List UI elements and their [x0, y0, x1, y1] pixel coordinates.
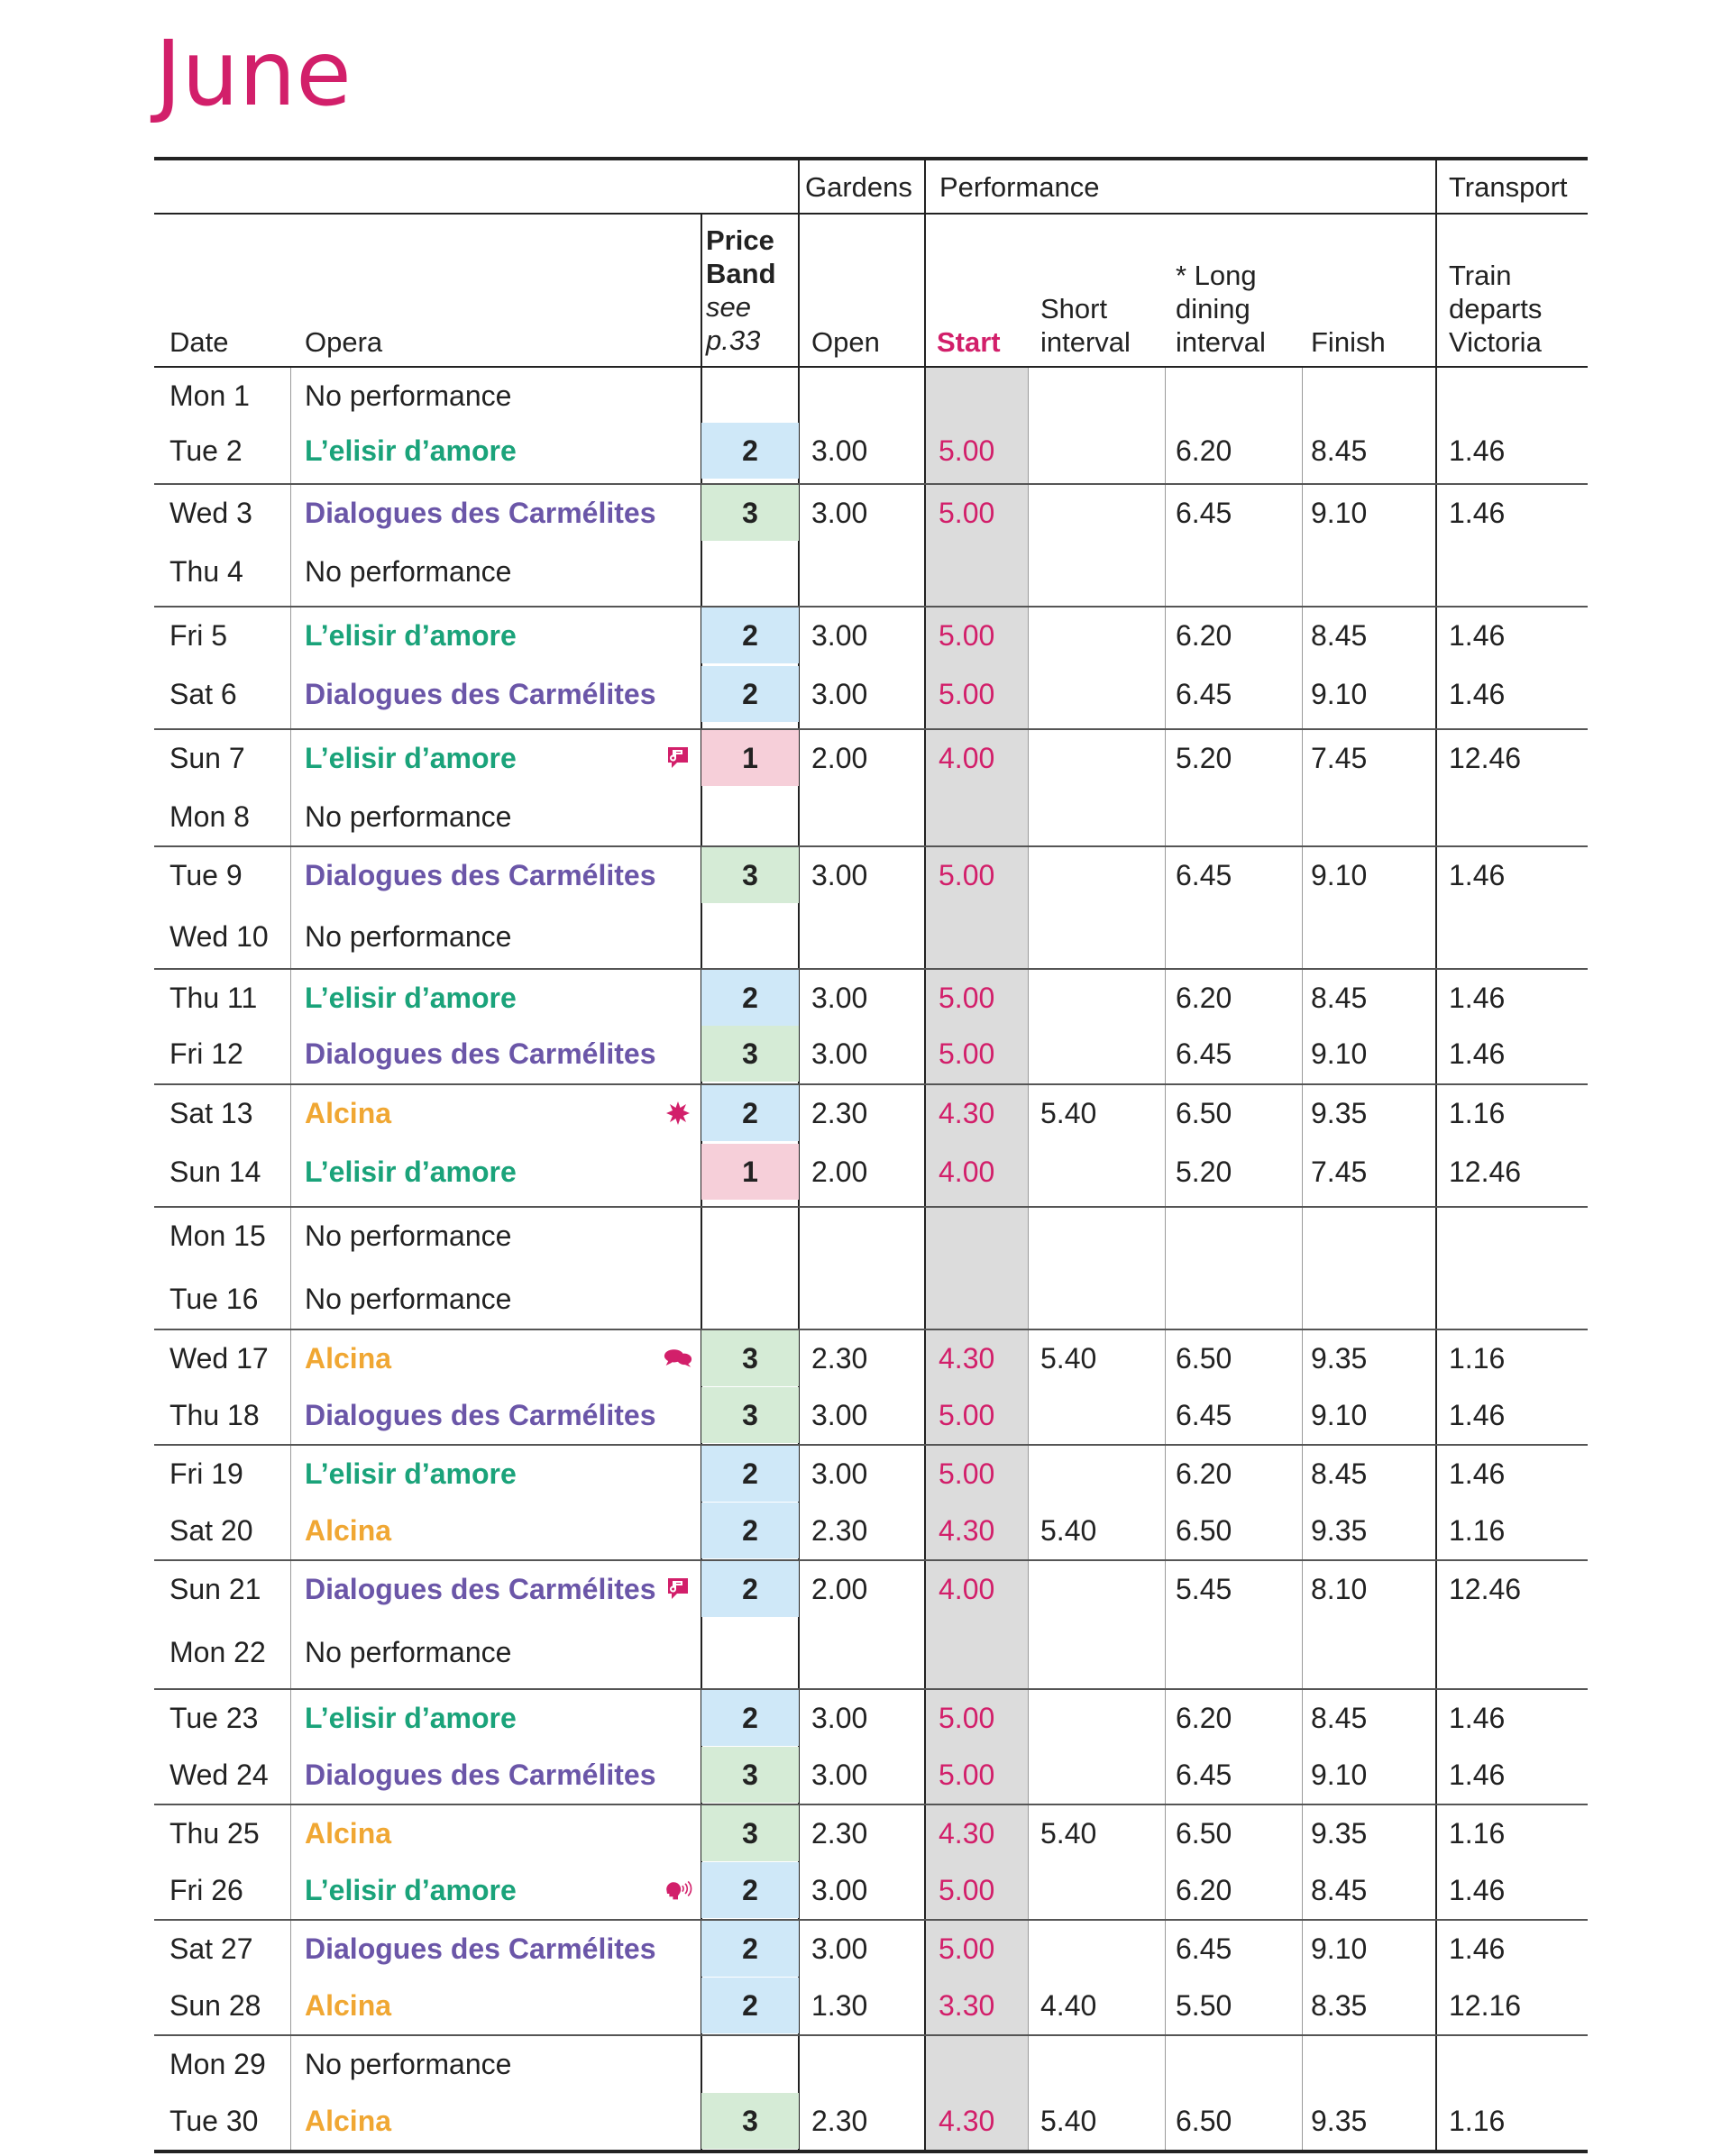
row-group: [154, 368, 1588, 485]
date-cell: Wed 17: [169, 1341, 269, 1375]
long-interval-cell: 6.50: [1176, 1816, 1232, 1850]
long-interval-cell: 5.45: [1176, 1572, 1232, 1605]
gardens-open-cell: 2.00: [811, 1155, 868, 1188]
short-interval-cell: 5.40: [1040, 1513, 1097, 1547]
finish-cell: 7.45: [1311, 1155, 1368, 1188]
date-cell: Mon 8: [169, 799, 250, 833]
train-cell: 12.46: [1449, 741, 1522, 774]
date-cell: Tue 16: [169, 1282, 259, 1315]
short-interval-cell: 5.40: [1040, 2104, 1097, 2137]
train-cell: 1.46: [1449, 618, 1506, 652]
opera-cell: L’elisir d’amore: [305, 981, 517, 1014]
date-cell: Sat 20: [169, 1513, 253, 1547]
opera-cell: Dialogues des Carmélites: [305, 1398, 656, 1431]
table-row: [154, 1624, 1588, 1680]
finish-cell: 9.35: [1311, 1341, 1368, 1375]
header-long-interval: * Long dining interval: [1176, 260, 1266, 358]
opera-cell: Alcina: [305, 1988, 392, 2022]
price-band-cell: 2: [701, 666, 799, 722]
long-interval-cell: 6.50: [1176, 1513, 1232, 1547]
finish-cell: 9.35: [1311, 1513, 1368, 1547]
date-cell: Thu 18: [169, 1398, 260, 1431]
train-cell: 1.46: [1449, 1701, 1506, 1734]
schedule-body: [154, 368, 1588, 2150]
short-interval-cell: 5.40: [1040, 1341, 1097, 1375]
price-band-cell: 2: [701, 1446, 799, 1502]
date-cell: Sat 13: [169, 1096, 253, 1129]
long-interval-cell: 6.20: [1176, 981, 1232, 1014]
date-cell: Fri 26: [169, 1873, 243, 1906]
opera-cell: L’elisir d’amore: [305, 434, 517, 467]
long-interval-cell: 6.45: [1176, 858, 1232, 891]
gardens-open-cell: 2.30: [811, 1341, 868, 1375]
row-group: [154, 970, 1588, 1085]
opera-cell: No performance: [305, 919, 512, 953]
start-time-cell: 4.30: [939, 1816, 995, 1850]
table-row: [154, 1208, 1588, 1264]
table-row: [154, 1561, 1588, 1617]
opera-cell: L’elisir d’amore: [305, 1155, 517, 1188]
long-interval-cell: 5.20: [1176, 741, 1232, 774]
train-cell: 1.46: [1449, 1457, 1506, 1490]
start-time-cell: 5.00: [939, 1758, 995, 1791]
price-band-cell: 2: [701, 1978, 799, 2033]
finish-cell: 9.10: [1311, 1932, 1368, 1965]
start-time-cell: 4.00: [939, 1572, 995, 1605]
talk-speech-bubbles-icon: [664, 1330, 692, 1386]
opera-cell: Dialogues des Carmélites: [305, 1037, 656, 1070]
opera-cell: No performance: [305, 554, 512, 588]
table-row: [154, 2093, 1588, 2149]
finish-cell: 8.45: [1311, 1701, 1368, 1734]
train-cell: 1.16: [1449, 1096, 1506, 1129]
row-group: [154, 847, 1588, 970]
gardens-open-cell: 1.30: [811, 1988, 868, 2022]
date-cell: Tue 9: [169, 858, 243, 891]
opera-cell: Alcina: [305, 1816, 392, 1850]
date-cell: Wed 3: [169, 496, 252, 529]
date-cell: Thu 11: [169, 981, 258, 1014]
gardens-open-cell: 2.00: [811, 1572, 868, 1605]
start-time-cell: 5.00: [939, 1873, 995, 1906]
table-row: [154, 2036, 1588, 2092]
premiere-burst-icon: [664, 1085, 692, 1141]
short-interval-cell: 4.40: [1040, 1988, 1097, 2022]
finish-cell: 8.45: [1311, 434, 1368, 467]
opera-cell: No performance: [305, 1219, 512, 1252]
gardens-open-cell: 2.30: [811, 2104, 868, 2137]
gardens-open-cell: 3.00: [811, 434, 868, 467]
long-interval-cell: 5.20: [1176, 1155, 1232, 1188]
start-time-cell: 5.00: [939, 496, 995, 529]
start-time-cell: 5.00: [939, 981, 995, 1014]
opera-cell: Alcina: [305, 1341, 392, 1375]
price-band-cell: 3: [701, 1747, 799, 1803]
finish-cell: 9.10: [1311, 496, 1368, 529]
price-band-cell: 2: [701, 1503, 799, 1558]
header-open: Open: [811, 326, 880, 358]
table-row: [154, 1921, 1588, 1977]
row-group: [154, 1921, 1588, 2036]
price-band-cell: 1: [701, 730, 799, 786]
row-group: [154, 608, 1588, 730]
finish-cell: 9.10: [1311, 858, 1368, 891]
gardens-open-cell: 3.00: [811, 1701, 868, 1734]
long-interval-cell: 6.45: [1176, 677, 1232, 710]
table-row: [154, 1690, 1588, 1746]
header-group-row: [154, 160, 1588, 215]
start-time-cell: 4.00: [939, 741, 995, 774]
table-row: [154, 608, 1588, 663]
gardens-open-cell: 3.00: [811, 496, 868, 529]
date-cell: Sun 7: [169, 741, 245, 774]
price-band-cell: 2: [701, 970, 799, 1026]
opera-cell: Alcina: [305, 1513, 392, 1547]
train-cell: 1.46: [1449, 677, 1506, 710]
row-group: [154, 1208, 1588, 1330]
opera-cell: Dialogues des Carmélites: [305, 1758, 656, 1791]
train-cell: 1.46: [1449, 1398, 1506, 1431]
table-row: [154, 1026, 1588, 1082]
finish-cell: 9.35: [1311, 1096, 1368, 1129]
gardens-open-cell: 3.00: [811, 858, 868, 891]
long-interval-cell: 6.45: [1176, 496, 1232, 529]
row-group: [154, 2036, 1588, 2150]
price-band-cell: 3: [701, 1805, 799, 1861]
opera-cell: Alcina: [305, 2104, 392, 2137]
header-finish: Finish: [1311, 326, 1386, 358]
opera-cell: L’elisir d’amore: [305, 1457, 517, 1490]
opera-cell: Alcina: [305, 1096, 392, 1129]
gardens-open-cell: 2.30: [811, 1513, 868, 1547]
finish-cell: 9.10: [1311, 1398, 1368, 1431]
family-performance-icon: [664, 1561, 692, 1617]
train-cell: 12.16: [1449, 1988, 1522, 2022]
price-band-cell: 3: [701, 485, 799, 541]
long-interval-cell: 6.50: [1176, 1341, 1232, 1375]
price-band-cell: 1: [701, 1144, 799, 1200]
table-row: [154, 368, 1588, 424]
gardens-open-cell: 2.30: [811, 1816, 868, 1850]
row-group: [154, 1446, 1588, 1561]
price-band-cell: 2: [701, 423, 799, 479]
table-row: [154, 789, 1588, 845]
finish-cell: 9.10: [1311, 677, 1368, 710]
finish-cell: 8.45: [1311, 1873, 1368, 1906]
gardens-open-cell: 2.00: [811, 741, 868, 774]
date-cell: Sat 6: [169, 677, 237, 710]
date-cell: Fri 5: [169, 618, 227, 652]
date-cell: Sun 14: [169, 1155, 261, 1188]
finish-cell: 9.10: [1311, 1758, 1368, 1791]
train-cell: 1.16: [1449, 1816, 1506, 1850]
train-cell: 1.16: [1449, 2104, 1506, 2137]
table-row: [154, 423, 1588, 479]
start-time-cell: 5.00: [939, 1701, 995, 1734]
date-cell: Fri 19: [169, 1457, 243, 1490]
price-band-cell: 3: [701, 2093, 799, 2149]
table-row: [154, 1271, 1588, 1327]
date-cell: Mon 29: [169, 2047, 266, 2080]
long-interval-cell: 6.20: [1176, 1457, 1232, 1490]
opera-cell: Dialogues des Carmélites: [305, 1572, 656, 1605]
long-interval-cell: 6.20: [1176, 1701, 1232, 1734]
price-band-cell: 3: [701, 1026, 799, 1082]
opera-cell: Dialogues des Carmélites: [305, 496, 656, 529]
row-group: [154, 1690, 1588, 1805]
start-time-cell: 3.30: [939, 1988, 995, 2022]
gardens-open-cell: 3.00: [811, 1873, 868, 1906]
price-band-cell: 3: [701, 847, 799, 903]
long-interval-cell: 6.45: [1176, 1758, 1232, 1791]
price-band-cell: 3: [701, 1387, 799, 1443]
audio-described-icon: [664, 1862, 692, 1918]
finish-cell: 8.45: [1311, 618, 1368, 652]
long-interval-cell: 6.20: [1176, 1873, 1232, 1906]
long-interval-cell: 6.45: [1176, 1037, 1232, 1070]
opera-cell: No performance: [305, 379, 512, 412]
long-interval-cell: 6.45: [1176, 1398, 1232, 1431]
start-time-cell: 4.00: [939, 1155, 995, 1188]
finish-cell: 9.35: [1311, 1816, 1368, 1850]
date-cell: Thu 4: [169, 554, 243, 588]
start-time-cell: 5.00: [939, 434, 995, 467]
header-date: Date: [169, 326, 229, 358]
gardens-open-cell: 3.00: [811, 1932, 868, 1965]
date-cell: Thu 25: [169, 1816, 260, 1850]
start-time-cell: 4.30: [939, 1513, 995, 1547]
header-price-band: Price Band: [706, 224, 776, 289]
row-group: [154, 1805, 1588, 1921]
date-cell: Mon 22: [169, 1635, 266, 1668]
table-row: [154, 1144, 1588, 1200]
opera-cell: No performance: [305, 799, 512, 833]
date-cell: Wed 10: [169, 919, 269, 953]
train-cell: 1.46: [1449, 858, 1506, 891]
family-performance-icon: [664, 730, 692, 786]
header-short-interval: Short interval: [1040, 293, 1131, 358]
table-row: [154, 544, 1588, 599]
opera-cell: No performance: [305, 1282, 512, 1315]
table-row: [154, 1805, 1588, 1861]
header-opera: Opera: [305, 326, 383, 358]
train-cell: 1.16: [1449, 1513, 1506, 1547]
price-band-cell: 2: [701, 1561, 799, 1617]
opera-cell: L’elisir d’amore: [305, 741, 517, 774]
price-band-cell: 3: [701, 1330, 799, 1386]
table-row: [154, 1330, 1588, 1386]
gardens-open-cell: 3.00: [811, 1398, 868, 1431]
start-time-cell: 5.00: [939, 1457, 995, 1490]
opera-cell: No performance: [305, 1635, 512, 1668]
start-time-cell: 5.00: [939, 1932, 995, 1965]
start-time-cell: 4.30: [939, 1096, 995, 1129]
long-interval-cell: 6.50: [1176, 1096, 1232, 1129]
start-time-cell: 4.30: [939, 2104, 995, 2137]
date-cell: Mon 15: [169, 1219, 266, 1252]
long-interval-cell: 6.45: [1176, 1932, 1232, 1965]
table-row: [154, 730, 1588, 786]
finish-cell: 9.35: [1311, 2104, 1368, 2137]
header-column-row: [154, 215, 1588, 368]
row-group: [154, 1330, 1588, 1446]
gardens-open-cell: 3.00: [811, 1758, 868, 1791]
gardens-open-cell: 3.00: [811, 618, 868, 652]
train-cell: 1.46: [1449, 1932, 1506, 1965]
finish-cell: 8.10: [1311, 1572, 1368, 1605]
opera-cell: No performance: [305, 2047, 512, 2080]
train-cell: 1.16: [1449, 1341, 1506, 1375]
schedule-table: [154, 157, 1588, 2153]
table-row: [154, 1085, 1588, 1141]
table-row: [154, 666, 1588, 722]
gardens-open-cell: 2.30: [811, 1096, 868, 1129]
date-cell: Mon 1: [169, 379, 250, 412]
table-row: [154, 1978, 1588, 2033]
short-interval-cell: 5.40: [1040, 1816, 1097, 1850]
table-row: [154, 1446, 1588, 1502]
page-title: June: [155, 21, 352, 126]
table-row: [154, 909, 1588, 964]
gardens-open-cell: 3.00: [811, 1457, 868, 1490]
finish-cell: 9.10: [1311, 1037, 1368, 1070]
gardens-open-cell: 3.00: [811, 981, 868, 1014]
opera-cell: L’elisir d’amore: [305, 1701, 517, 1734]
date-cell: Sun 28: [169, 1988, 261, 2022]
table-row: [154, 970, 1588, 1026]
start-time-cell: 5.00: [939, 858, 995, 891]
start-time-cell: 5.00: [939, 1398, 995, 1431]
start-time-cell: 5.00: [939, 1037, 995, 1070]
train-cell: 1.46: [1449, 1873, 1506, 1906]
price-band-cell: 2: [701, 1862, 799, 1918]
opera-cell: Dialogues des Carmélites: [305, 1932, 656, 1965]
opera-cell: Dialogues des Carmélites: [305, 858, 656, 891]
train-cell: 1.46: [1449, 496, 1506, 529]
start-time-cell: 5.00: [939, 677, 995, 710]
price-band-cell: 2: [701, 1690, 799, 1746]
header-train: Train departs Victoria: [1449, 260, 1543, 358]
row-group: [154, 1561, 1588, 1690]
table-row: [154, 1747, 1588, 1803]
long-interval-cell: 6.20: [1176, 434, 1232, 467]
long-interval-cell: 6.20: [1176, 618, 1232, 652]
train-cell: 1.46: [1449, 1037, 1506, 1070]
train-cell: 1.46: [1449, 434, 1506, 467]
date-cell: Sat 27: [169, 1932, 253, 1965]
start-time-cell: 4.30: [939, 1341, 995, 1375]
header-gardens: Gardens: [805, 171, 912, 203]
gardens-open-cell: 3.00: [811, 677, 868, 710]
date-cell: Tue 30: [169, 2104, 259, 2137]
header-see-page: see p.33: [706, 291, 761, 356]
price-band-cell: 2: [701, 1921, 799, 1977]
table-row: [154, 1503, 1588, 1558]
opera-cell: L’elisir d’amore: [305, 1873, 517, 1906]
header-transport: Transport: [1449, 171, 1568, 203]
date-cell: Tue 23: [169, 1701, 259, 1734]
date-cell: Sun 21: [169, 1572, 261, 1605]
table-row: [154, 485, 1588, 541]
train-cell: 12.46: [1449, 1572, 1522, 1605]
long-interval-cell: 5.50: [1176, 1988, 1232, 2022]
finish-cell: 8.45: [1311, 1457, 1368, 1490]
row-group: [154, 485, 1588, 608]
row-group: [154, 730, 1588, 847]
header-performance: Performance: [939, 171, 1100, 203]
start-time-cell: 5.00: [939, 618, 995, 652]
train-cell: 1.46: [1449, 981, 1506, 1014]
date-cell: Tue 2: [169, 434, 243, 467]
finish-cell: 7.45: [1311, 741, 1368, 774]
table-row: [154, 1387, 1588, 1443]
date-cell: Fri 12: [169, 1037, 243, 1070]
finish-cell: 8.35: [1311, 1988, 1368, 2022]
date-cell: Wed 24: [169, 1758, 269, 1791]
table-row: [154, 1862, 1588, 1918]
header-start: Start: [937, 326, 1001, 358]
gardens-open-cell: 3.00: [811, 1037, 868, 1070]
row-group: [154, 1085, 1588, 1208]
train-cell: 1.46: [1449, 1758, 1506, 1791]
table-row: [154, 847, 1588, 903]
opera-cell: L’elisir d’amore: [305, 618, 517, 652]
opera-cell: Dialogues des Carmélites: [305, 677, 656, 710]
finish-cell: 8.45: [1311, 981, 1368, 1014]
price-band-cell: 2: [701, 608, 799, 663]
train-cell: 12.46: [1449, 1155, 1522, 1188]
price-band-cell: 2: [701, 1085, 799, 1141]
long-interval-cell: 6.50: [1176, 2104, 1232, 2137]
short-interval-cell: 5.40: [1040, 1096, 1097, 1129]
